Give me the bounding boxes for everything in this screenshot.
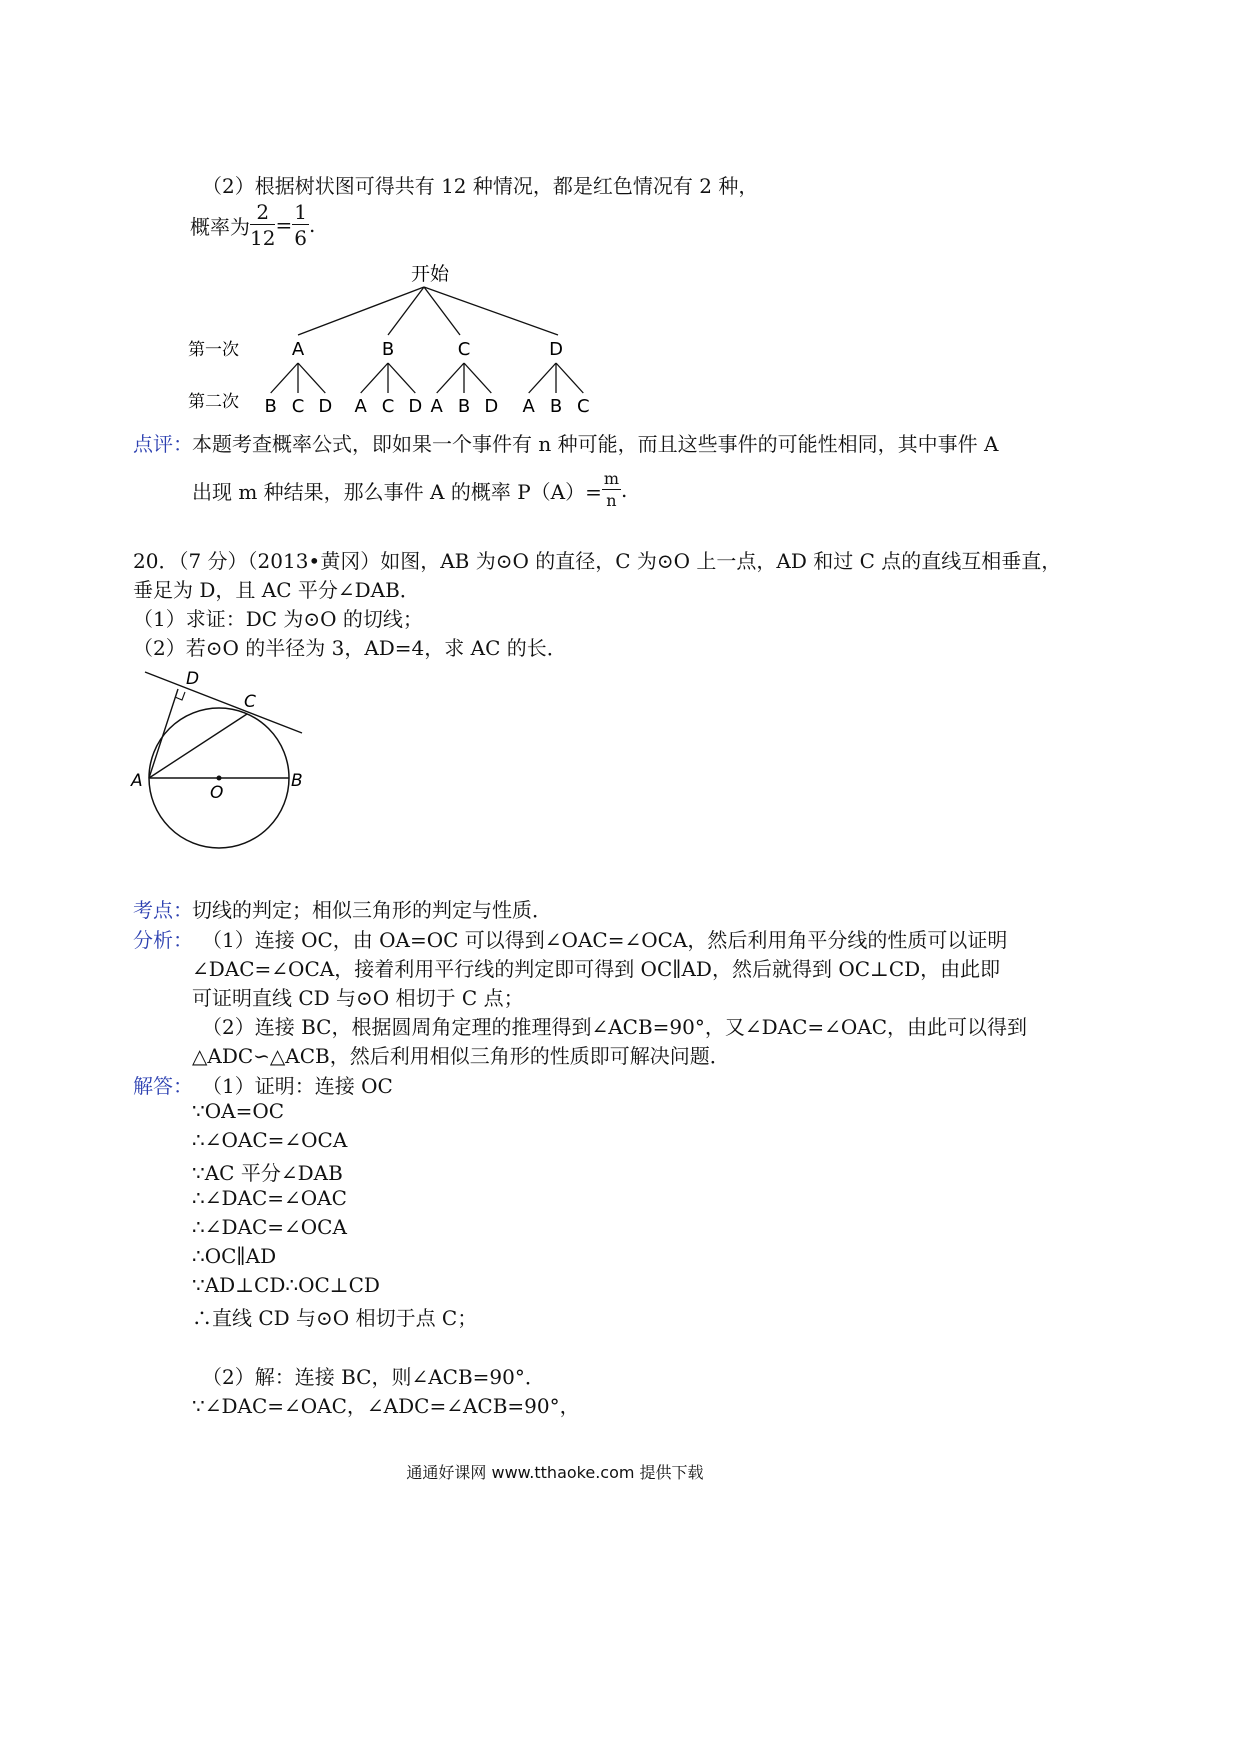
tree-node-level2: C bbox=[291, 396, 305, 417]
point-label-a: A bbox=[131, 771, 143, 791]
problem-question1: （1）求证：DC 为⊙O 的切线； bbox=[133, 607, 423, 631]
problem-question2: （2）若⊙O 的半径为 3，AD=4，求 AC 的长． bbox=[133, 636, 567, 660]
comment-line2-text: 出现 m 种结果，那么事件 A 的概率 P（A）= bbox=[192, 479, 602, 504]
jieda-line: ∴直线 CD 与⊙O 相切于点 C； bbox=[192, 1306, 478, 1330]
tree-node-level1: B bbox=[381, 339, 395, 360]
fenxi-line: （1）连接 OC，由 OA=OC 可以得到∠OAC=∠OCA，然后利用角平分线的性质可以证明 bbox=[202, 928, 1008, 952]
frac-denominator: 12 bbox=[250, 226, 276, 250]
tree-edge-level2 bbox=[529, 363, 556, 393]
tangent-line bbox=[145, 672, 302, 733]
tree-node-level1: D bbox=[549, 339, 563, 360]
row2-label: 第二次 bbox=[188, 392, 239, 412]
kaodian-label: 考点： bbox=[133, 898, 193, 922]
tree-node-level2: B bbox=[457, 396, 471, 417]
point-label-c: C bbox=[244, 692, 256, 712]
tree-edge-level2 bbox=[556, 363, 583, 393]
frac-numerator: 2 bbox=[250, 202, 275, 225]
tree-diagram bbox=[180, 255, 620, 425]
tree-node-level2: B bbox=[264, 396, 277, 417]
fraction-m-n bbox=[602, 471, 621, 509]
chord-ac bbox=[149, 714, 247, 778]
point-label-b: B bbox=[291, 771, 303, 791]
tree-node-level2: C bbox=[381, 396, 395, 417]
comment-label: 点评： bbox=[133, 432, 193, 456]
frac-denominator: 6 bbox=[294, 226, 307, 250]
tree-node-level2: B bbox=[549, 396, 563, 417]
tree-node-level2: A bbox=[430, 396, 443, 417]
fraction-1-6 bbox=[292, 202, 309, 248]
tree-node-level2: D bbox=[318, 396, 333, 417]
tree-node-level2: D bbox=[484, 396, 499, 417]
point-label-o: O bbox=[210, 783, 224, 803]
jieda-line: ∴∠OAC=∠OCA bbox=[192, 1128, 348, 1152]
jieda-line: ∴OC∥AD bbox=[192, 1244, 277, 1268]
prob-prefix: 概率为 bbox=[190, 214, 250, 239]
tree-edge-level2 bbox=[388, 363, 415, 393]
jieda-line: ∵OA=OC bbox=[192, 1099, 285, 1123]
point-label-d: D bbox=[186, 669, 200, 689]
tree-node-level2: A bbox=[354, 396, 367, 417]
jieda-line: ∵AC 平分∠DAB bbox=[192, 1161, 343, 1185]
fenxi-line: 可证明直线 CD 与⊙O 相切于 C 点； bbox=[192, 986, 524, 1010]
kaodian-text: 切线的判定；相似三角形的判定与性质． bbox=[192, 898, 552, 922]
row1-label: 第一次 bbox=[188, 340, 239, 360]
jieda-label: 解答： bbox=[133, 1074, 193, 1098]
frac-numerator: 1 bbox=[294, 200, 307, 224]
part2-line1: （2）根据树状图可得共有 12 种情况，都是红色情况有 2 种， bbox=[202, 174, 759, 198]
tree-level1-edges bbox=[298, 287, 558, 335]
tree-edge-level2 bbox=[437, 363, 464, 393]
jieda-line: ∵AD⊥CD∴OC⊥CD bbox=[192, 1273, 380, 1297]
problem-line1: 20．（7 分）（2013•黄冈）如图，AB 为⊙O 的直径，C 为⊙O 上一点，AD 和过 C 点的直线互相垂直， bbox=[133, 549, 1062, 573]
tree-node-level1: C bbox=[457, 339, 471, 360]
tree-edge-level2 bbox=[361, 363, 388, 393]
tree-node-level1: A bbox=[291, 339, 305, 360]
comment-line1: 本题考查概率公式，即如果一个事件有 n 种可能，而且这些事件的可能性相同，其中事件 A bbox=[192, 432, 999, 456]
segment-ad bbox=[149, 689, 178, 778]
fraction-2-12 bbox=[250, 202, 275, 248]
period: . bbox=[621, 478, 628, 502]
circle-figure bbox=[120, 660, 320, 875]
jieda-part2-line: （2）解：连接 BC，则∠ACB=90°． bbox=[202, 1365, 545, 1389]
tree-node-level2: C bbox=[577, 396, 590, 417]
tree-root: 开始 bbox=[410, 263, 450, 285]
tree-edge-level2 bbox=[271, 363, 298, 393]
tree-node-level2: A bbox=[522, 396, 535, 417]
tree-node-level2: D bbox=[408, 396, 423, 417]
fenxi-line: ∠DAC=∠OCA，接着利用平行线的判定即可得到 OC∥AD，然后就得到 OC⊥CD，由此即 bbox=[192, 957, 1001, 981]
jieda-line: ∴∠DAC=∠OAC bbox=[192, 1186, 347, 1210]
tree-edge-level2 bbox=[464, 363, 491, 393]
comment-line2 bbox=[192, 465, 627, 515]
probability-line bbox=[190, 200, 315, 250]
problem-line2: 垂足为 D，且 AC 平分∠DAB． bbox=[133, 578, 420, 602]
center-point-o bbox=[217, 776, 222, 781]
equals-sign: = bbox=[275, 213, 293, 237]
period: . bbox=[308, 213, 316, 237]
jieda-line: ∴∠DAC=∠OCA bbox=[192, 1215, 347, 1239]
tree-edge-level2 bbox=[298, 363, 325, 393]
fenxi-line: △ADC∽△ACB，然后利用相似三角形的性质即可解决问题． bbox=[192, 1044, 730, 1068]
fenxi-line: （2）连接 BC，根据圆周角定理的推理得到∠ACB=90°，又∠DAC=∠OAC，由此可以得到 bbox=[202, 1015, 1028, 1039]
frac-numerator: m bbox=[603, 469, 620, 488]
jieda-part2-line: ∵∠DAC=∠OAC，∠ADC=∠ACB=90°， bbox=[192, 1394, 580, 1418]
fenxi-label: 分析： bbox=[133, 928, 193, 952]
frac-denominator: n bbox=[606, 491, 617, 510]
page-footer: 通通好课网 www.tthaoke.com 提供下载 bbox=[406, 1463, 704, 1482]
jieda-line: （1）证明：连接 OC bbox=[202, 1074, 393, 1098]
